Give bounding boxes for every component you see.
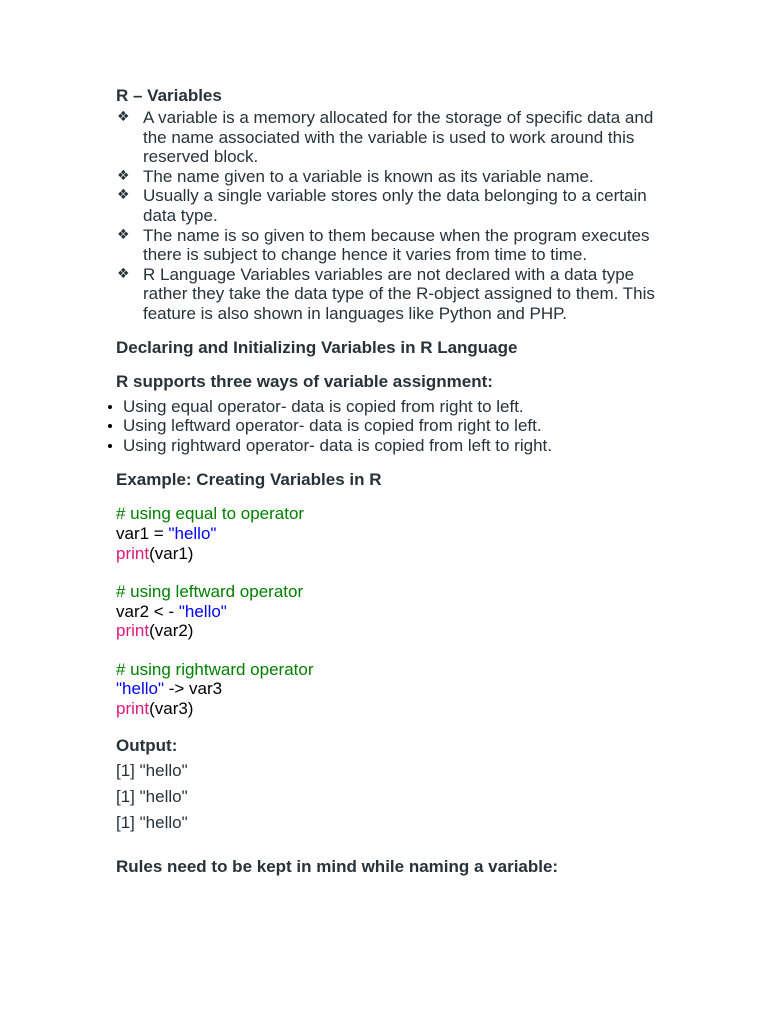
list-item-text: Usually a single variable stores only the data belonging to a certain data type. [143, 186, 647, 225]
output-block [116, 761, 656, 833]
code-comment: # using leftward operator [116, 582, 304, 602]
code-line [116, 602, 656, 622]
code-block-leftward [116, 582, 656, 641]
assignment-ways-list [116, 397, 656, 456]
code-block-equal [116, 504, 656, 563]
output-line: [1] "hello" [116, 786, 188, 806]
list-item [116, 226, 656, 265]
code-line [116, 699, 656, 719]
list-item [108, 436, 656, 456]
list-item [108, 397, 656, 417]
code-function: print [116, 621, 150, 641]
section-heading-rules: Rules need to be kept in mind while naming a variable: [116, 856, 559, 876]
code-function: print [116, 699, 150, 719]
output-line: [1] "hello" [116, 760, 188, 780]
code-comment: # using equal to operator [116, 504, 305, 524]
list-item-text: A variable is a memory allocated for the storage of specific data and the name associated with the variable is used to work around this reserved block. [143, 108, 654, 167]
code-line [116, 544, 656, 564]
bullet-dot-icon [108, 405, 112, 409]
code-text: (var2) [149, 621, 194, 641]
code-function: print [116, 543, 150, 563]
list-item [116, 186, 656, 225]
list-item-text: The name is so given to them because when the program executes there is subject to change hence it varies from time to time. [143, 225, 650, 265]
list-item-text: Using rightward operator- data is copied from left to right. [123, 435, 552, 455]
page-title: R – Variables [116, 86, 222, 105]
list-item-text: Using equal operator- data is copied from right to left. [123, 396, 524, 416]
diamond-bullet-icon: ❖ [117, 226, 130, 243]
document-page [116, 86, 656, 877]
code-text: (var1) [149, 543, 194, 563]
list-item [116, 167, 656, 187]
list-item [116, 265, 656, 324]
code-string: "hello" [116, 679, 164, 699]
code-text: var1 = [116, 523, 169, 543]
code-text: -> var3 [164, 679, 223, 699]
diamond-bullet-icon: ❖ [117, 167, 130, 184]
output-line: [1] "hello" [116, 812, 188, 832]
code-comment: # using rightward operator [116, 659, 314, 679]
list-item-text: R Language Variables variables are not declared with a data type rather they take the data type of the R-object assigned to them. This feature is also shown in languages like Python and PHP. [143, 264, 655, 323]
diamond-bullet-icon: ❖ [117, 109, 130, 125]
code-line [116, 621, 656, 641]
section-heading-declaring: Declaring and Initializing Variables in R Language [116, 337, 518, 357]
code-line [116, 679, 656, 699]
list-item-text: The name given to a variable is known as its variable name. [143, 166, 594, 186]
section-heading-example: Example: Creating Variables in R [116, 470, 382, 490]
section-heading-assignment-ways: R supports three ways of variable assignment: [116, 371, 493, 391]
code-string: "hello" [168, 523, 217, 543]
list-item-text: Using leftward operator- data is copied from right to left. [123, 416, 542, 436]
code-string: "hello" [178, 601, 227, 621]
code-text: (var3) [149, 699, 194, 719]
variables-bullet-list [116, 108, 656, 324]
bullet-dot-icon [108, 424, 112, 428]
output-heading: Output: [116, 735, 178, 755]
code-block-rightward [116, 660, 656, 719]
list-item [116, 108, 656, 167]
code-text: var2 < - [116, 601, 179, 621]
code-line [116, 524, 656, 544]
diamond-bullet-icon: ❖ [117, 265, 130, 282]
diamond-bullet-icon: ❖ [117, 187, 130, 204]
list-item [108, 416, 656, 436]
bullet-dot-icon [108, 444, 112, 448]
